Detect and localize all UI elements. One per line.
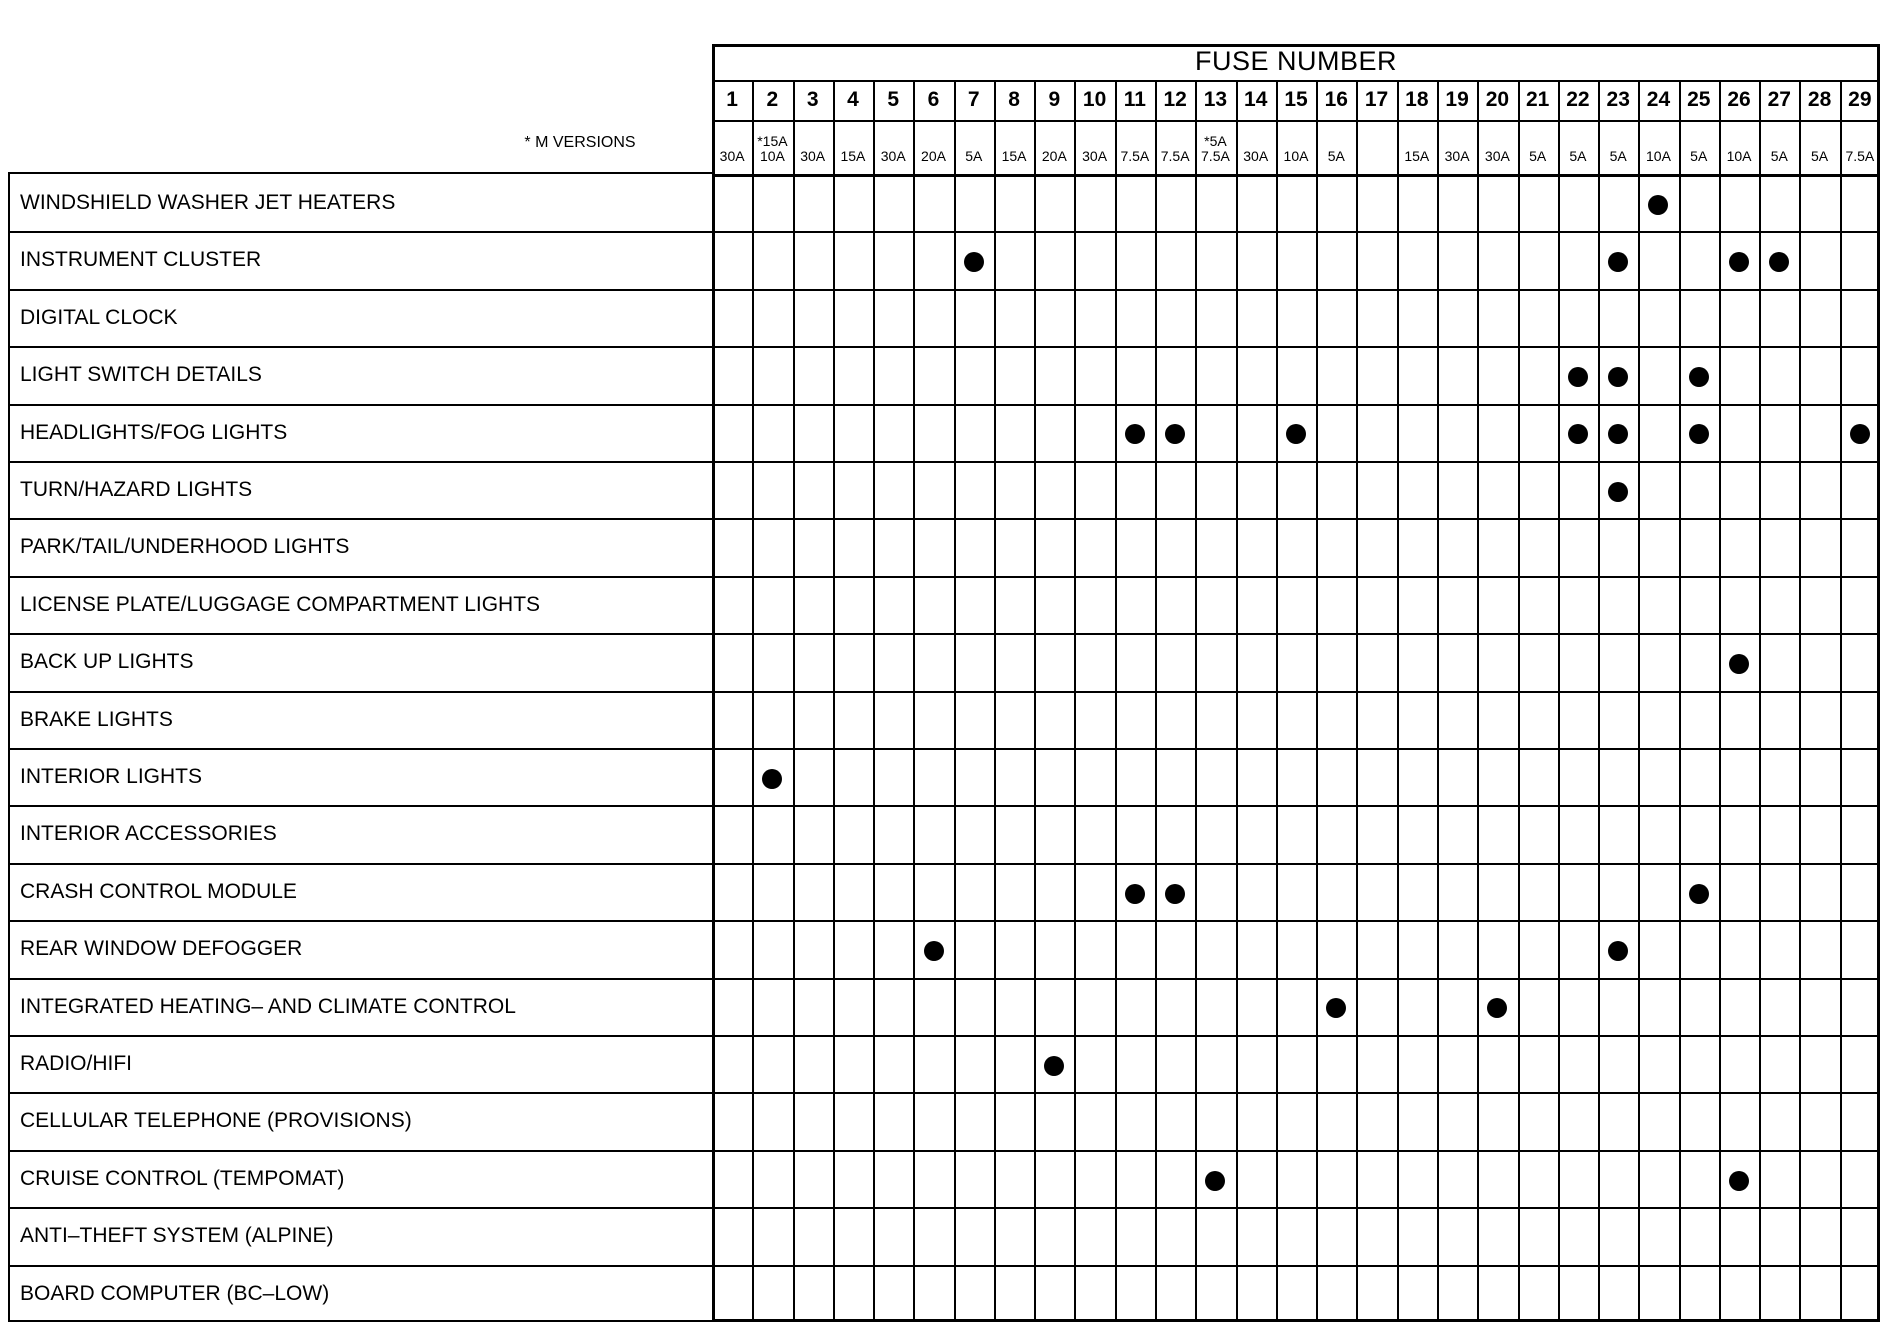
column-divider — [752, 80, 754, 1322]
fuse-dot-row4-fuse22 — [1568, 367, 1588, 387]
circuit-label: BRAKE LIGHTS — [20, 707, 173, 731]
fuse-number-6: 6 — [927, 88, 940, 111]
fuse-number-1: 1 — [726, 88, 738, 111]
fuse-rating-4 — [833, 124, 873, 170]
fuse-rating-28 — [1799, 124, 1839, 170]
fuse-amp-rating: 30A — [1444, 148, 1470, 164]
fuse-amp-rating: 7.5A — [1201, 148, 1230, 164]
fuse-rating-25 — [1679, 124, 1719, 170]
column-divider — [1477, 80, 1479, 1322]
column-divider — [913, 80, 915, 1322]
circuit-label: INTERIOR ACCESSORIES — [20, 822, 277, 846]
fuse-amp-rating: 5A — [965, 148, 983, 164]
header-divider-mid — [712, 120, 1880, 122]
circuit-label: CRASH CONTROL MODULE — [20, 879, 297, 903]
column-divider — [833, 80, 835, 1322]
circuit-label: CRUISE CONTROL (TEMPOMAT) — [20, 1166, 345, 1190]
row-divider — [8, 346, 1880, 348]
circuit-label: INTERIOR LIGHTS — [20, 765, 203, 788]
fuse-amp-rating: 30A — [1484, 148, 1510, 164]
fuse-amp-rating: 5A — [1811, 148, 1829, 164]
row-divider — [8, 1035, 1880, 1037]
fuse-rating-5 — [873, 124, 913, 170]
fuse-dot-row16-fuse9 — [1044, 1056, 1064, 1076]
fuse-amp-rating: 15A — [840, 148, 866, 164]
fuse-dot-row14-fuse23 — [1608, 941, 1628, 961]
fuse-rating-16 — [1316, 124, 1356, 170]
fuse-amp-rating: 10A — [1726, 148, 1752, 164]
fuse-rating-2 — [752, 124, 792, 170]
fuse-number-11: 11 — [1123, 88, 1146, 111]
fuse-dot-row14-fuse6 — [924, 941, 944, 961]
circuit-label: ANTI–THEFT SYSTEM (ALPINE) — [20, 1224, 334, 1248]
fuse-amp-rating: 7.5A — [1160, 148, 1190, 164]
fuse-rating-27 — [1759, 124, 1799, 170]
fuse-amp-rating: 15A — [1001, 148, 1027, 164]
fuse-number-21: 21 — [1525, 88, 1550, 111]
fuse-dot-row2-fuse7 — [964, 252, 984, 272]
row-divider — [8, 691, 1880, 693]
circuit-label: TURN/HAZARD LIGHTS — [20, 478, 253, 501]
fuse-rating-10 — [1074, 124, 1114, 170]
row-divider — [8, 461, 1880, 463]
fuse-number-14: 14 — [1244, 88, 1268, 111]
column-divider — [994, 80, 996, 1322]
fuse-rating-26 — [1719, 124, 1759, 170]
fuse-number-16: 16 — [1324, 88, 1348, 111]
fuse-number-13: 13 — [1203, 88, 1228, 111]
column-divider — [793, 80, 795, 1322]
column-divider — [1236, 80, 1238, 1322]
column-divider — [1679, 80, 1681, 1322]
fuse-rating-29 — [1840, 124, 1880, 170]
column-divider — [954, 80, 956, 1322]
fuse-amp-rating: 10A — [759, 148, 785, 164]
fuse-dot-row9-fuse26 — [1729, 654, 1749, 674]
fuse-alt-rating: *5A — [1204, 133, 1227, 149]
fuse-rating-11 — [1115, 124, 1155, 170]
fuse-number-title: FUSE NUMBER — [1194, 46, 1397, 76]
fuse-amp-rating: 5A — [1569, 148, 1587, 164]
fuse-amp-rating: 30A — [880, 148, 906, 164]
fuse-number-29: 29 — [1848, 88, 1872, 111]
column-divider — [1074, 80, 1076, 1322]
fuse-number-8: 8 — [1008, 88, 1020, 111]
fuse-dot-row13-fuse12 — [1165, 884, 1185, 904]
column-divider — [1316, 80, 1318, 1322]
fuse-number-15: 15 — [1284, 88, 1308, 111]
fuse-amp-rating: 5A — [1609, 148, 1627, 164]
fuse-dot-row5-fuse25 — [1689, 424, 1709, 444]
column-divider — [1638, 80, 1640, 1322]
column-divider — [1840, 80, 1842, 1322]
fuse-number-2: 2 — [766, 88, 779, 111]
fuse-dot-row18-fuse13 — [1205, 1171, 1225, 1191]
fuse-number-12: 12 — [1163, 88, 1187, 111]
fuse-number-27: 27 — [1767, 88, 1791, 111]
fuse-rating-19 — [1437, 124, 1477, 170]
row-divider — [8, 404, 1880, 406]
fuse-number-7: 7 — [967, 88, 980, 111]
circuit-label: DIGITAL CLOCK — [20, 305, 178, 329]
circuit-label: CELLULAR TELEPHONE (PROVISIONS) — [20, 1109, 412, 1133]
fuse-rating-12 — [1155, 124, 1195, 170]
fuse-amp-rating: 5A — [1327, 148, 1345, 164]
row-divider — [8, 805, 1880, 807]
fuse-dot-row13-fuse11 — [1125, 884, 1145, 904]
column-divider — [1034, 80, 1036, 1322]
circuit-label: LICENSE PLATE/LUGGAGE COMPARTMENT LIGHTS — [20, 592, 541, 616]
fuse-amp-rating: 10A — [1283, 148, 1309, 164]
circuit-label: REAR WINDOW DEFOGGER — [20, 937, 303, 961]
fuse-number-10: 10 — [1082, 88, 1107, 111]
fuse-rating-7 — [954, 124, 994, 170]
fuse-number-24: 24 — [1646, 88, 1671, 111]
fuse-rating-1 — [712, 124, 752, 170]
row-divider — [8, 633, 1880, 635]
circuit-label: INTEGRATED HEATING– AND CLIMATE CONTROL — [20, 994, 516, 1018]
fuse-rating-6 — [913, 124, 953, 170]
column-divider — [873, 80, 875, 1322]
column-divider — [1397, 80, 1399, 1322]
fuse-number-19: 19 — [1445, 88, 1469, 111]
fuse-rating-3 — [793, 124, 833, 170]
fuse-number-9: 9 — [1048, 88, 1061, 111]
fuse-amp-rating: 10A — [1646, 148, 1671, 164]
column-divider — [1356, 80, 1358, 1322]
fuse-amp-rating: 20A — [921, 148, 946, 164]
row-divider — [8, 289, 1880, 291]
fuse-number-26: 26 — [1727, 88, 1751, 111]
fuse-number-18: 18 — [1405, 88, 1429, 111]
fuse-dot-row13-fuse25 — [1689, 884, 1709, 904]
fuse-amp-rating: 30A — [1243, 148, 1269, 164]
fuse-rating-13 — [1195, 124, 1235, 170]
fuse-number-3: 3 — [806, 88, 819, 111]
fuse-dot-row11-fuse2 — [762, 769, 782, 789]
column-divider — [1799, 80, 1801, 1322]
header-divider-bottom — [712, 174, 1880, 177]
fuse-rating-8 — [994, 124, 1034, 170]
fuse-dot-row6-fuse23 — [1608, 482, 1628, 502]
fuse-amp-rating: 5A — [1690, 148, 1708, 164]
row-divider — [8, 231, 1880, 233]
fuse-amp-rating: 20A — [1041, 148, 1067, 164]
fuse-rating-21 — [1518, 124, 1558, 170]
fuse-amp-rating: 30A — [800, 148, 826, 164]
column-divider — [1276, 80, 1278, 1322]
fuse-matrix-frame — [712, 44, 1880, 1322]
fuse-alt-rating: *15A — [757, 133, 788, 149]
circuit-label: INSTRUMENT CLUSTER — [20, 248, 262, 272]
column-divider — [1195, 80, 1197, 1322]
fuse-number-25: 25 — [1687, 88, 1711, 111]
column-divider — [1759, 80, 1761, 1322]
fuse-dot-row18-fuse26 — [1729, 1171, 1749, 1191]
m-versions-note: * M VERSIONS — [524, 134, 636, 151]
fuse-amp-rating: 7.5A — [1845, 148, 1875, 164]
fuse-amp-rating: 5A — [1529, 148, 1547, 164]
fuse-number-22: 22 — [1566, 88, 1590, 111]
fuse-rating-15 — [1276, 124, 1316, 170]
fuse-rating-18 — [1397, 124, 1437, 170]
circuit-label: WINDSHIELD WASHER JET HEATERS — [20, 191, 396, 214]
column-divider — [1155, 80, 1157, 1322]
circuit-label: BOARD COMPUTER (BC–LOW) — [20, 1281, 330, 1305]
column-divider — [1598, 80, 1600, 1322]
fuse-rating-17 — [1356, 124, 1396, 170]
fuse-amp-rating: 5A — [1770, 148, 1788, 164]
row-divider — [8, 748, 1880, 750]
column-divider — [1115, 80, 1117, 1322]
fuse-rating-24 — [1638, 124, 1678, 170]
circuit-label: LIGHT SWITCH DETAILS — [20, 363, 262, 387]
fuse-rating-23 — [1598, 124, 1638, 170]
table-top-line — [8, 172, 712, 174]
fuse-number-17: 17 — [1364, 88, 1389, 111]
column-divider — [1558, 80, 1560, 1322]
column-divider — [1719, 80, 1721, 1322]
column-divider — [1437, 80, 1439, 1322]
fuse-number-20: 20 — [1485, 88, 1510, 111]
fuse-number-5: 5 — [887, 88, 900, 111]
fuse-number-23: 23 — [1606, 88, 1630, 111]
fuse-amp-rating: 15A — [1404, 148, 1430, 164]
column-divider — [1518, 80, 1520, 1322]
circuit-label: PARK/TAIL/UNDERHOOD LIGHTS — [20, 535, 350, 559]
circuit-label: RADIO/HIFI — [20, 1052, 133, 1075]
fuse-amp-rating: 7.5A — [1120, 148, 1150, 164]
fuse-rating-9 — [1034, 124, 1074, 170]
fuse-dot-row4-fuse23 — [1608, 367, 1628, 387]
circuit-label: HEADLIGHTS/FOG LIGHTS — [20, 420, 288, 444]
fuse-amp-rating: 30A — [1082, 148, 1108, 164]
circuit-label: BACK UP LIGHTS — [20, 650, 194, 674]
fuse-dot-row4-fuse25 — [1689, 367, 1709, 387]
fuse-number-28: 28 — [1807, 88, 1832, 111]
fuse-rating-14 — [1236, 124, 1276, 170]
fuse-rating-22 — [1558, 124, 1598, 170]
fuse-dot-row2-fuse26 — [1729, 252, 1749, 272]
fuse-number-4: 4 — [847, 88, 859, 111]
fuse-amp-rating: 30A — [719, 148, 745, 164]
fuse-rating-20 — [1477, 124, 1517, 170]
